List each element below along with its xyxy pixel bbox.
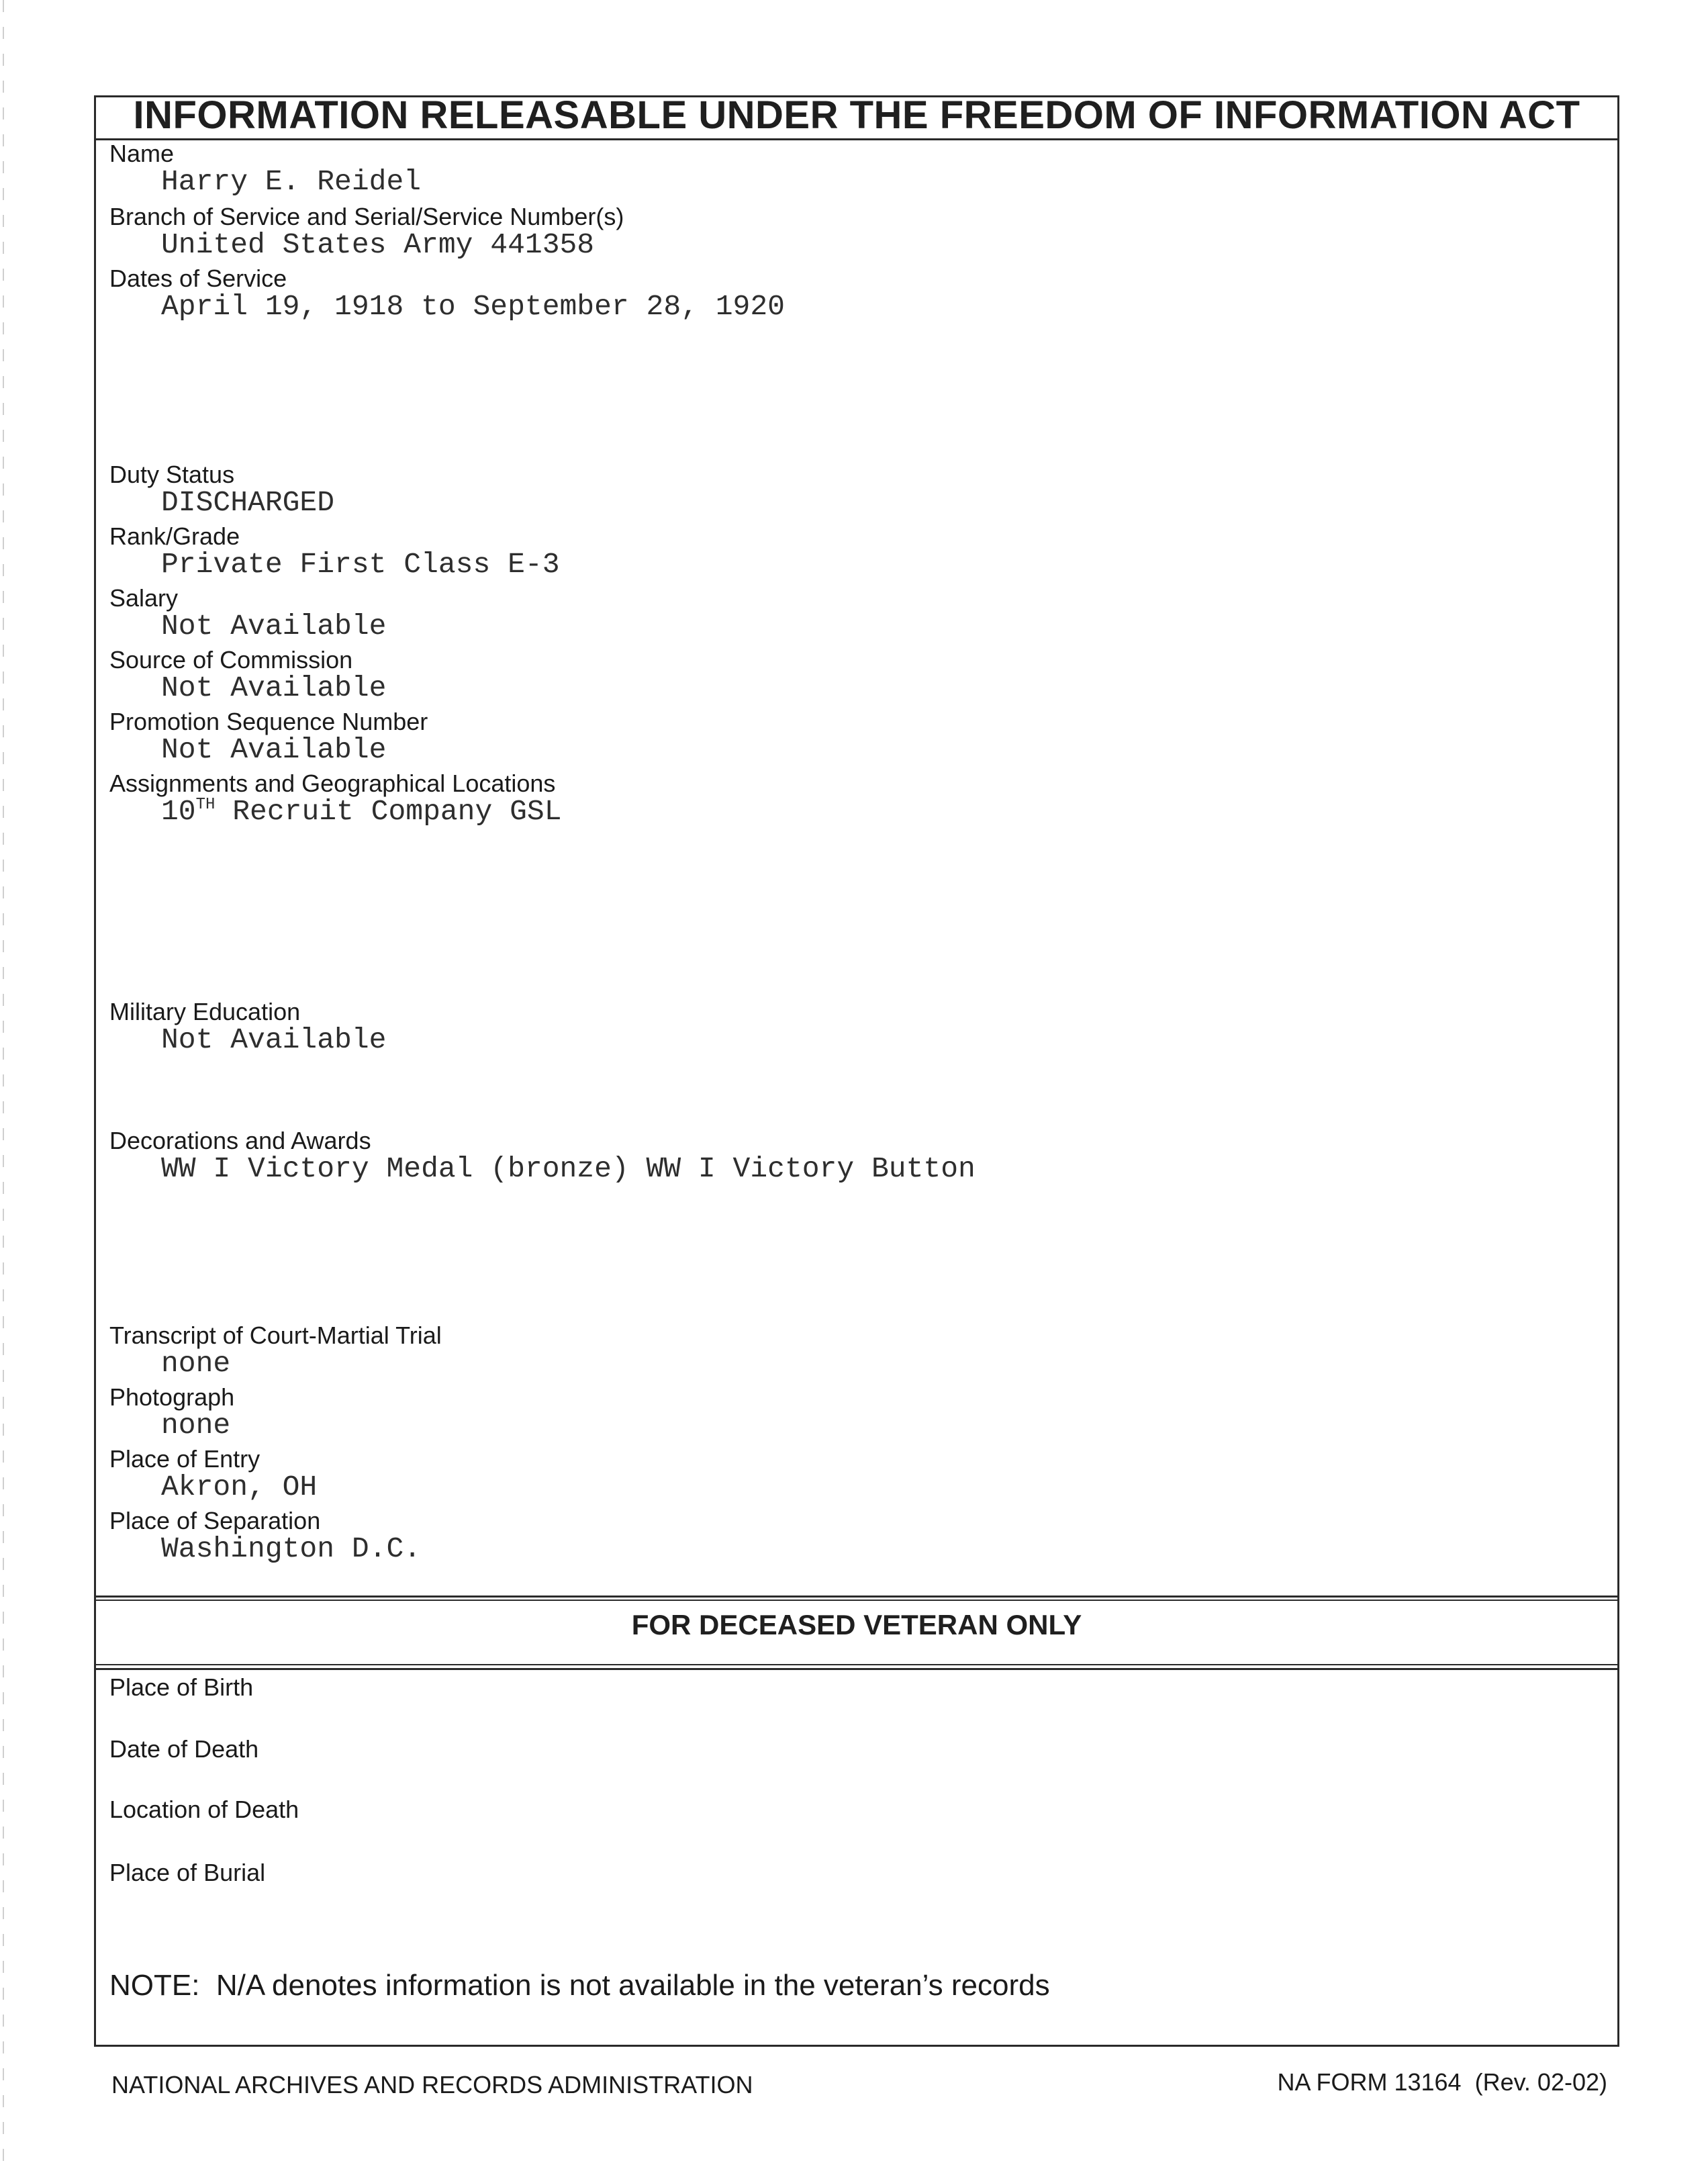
decorations-value: WW I Victory Medal (bronze) WW I Victory Button: [161, 1152, 976, 1185]
place-of-burial-label: Place of Burial: [109, 1859, 266, 1886]
date-of-death-label: Date of Death: [109, 1735, 259, 1763]
rank-label: Rank/Grade: [109, 522, 240, 550]
name-label: Name: [109, 140, 175, 167]
duty-status-label: Duty Status: [109, 461, 235, 488]
salary-label: Salary: [109, 584, 179, 612]
assignments-ordinal: TH: [195, 796, 216, 814]
decorations-label: Decorations and Awards: [109, 1127, 371, 1154]
place-of-birth-label: Place of Birth: [109, 1673, 254, 1701]
branch-label: Branch of Service and Serial/Service Number(s): [109, 203, 624, 230]
note-text: NOTE: N/A denotes information is not available in the veteran’s records: [109, 1969, 1050, 2002]
court-martial-label: Transcript of Court-Martial Trial: [109, 1322, 442, 1349]
salary-value: Not Available: [161, 610, 387, 643]
deceased-section-title: FOR DECEASED VETERAN ONLY: [631, 1609, 1082, 1640]
assignments-label: Assignments and Geographical Locations: [109, 770, 556, 797]
form-title: INFORMATION RELEASABLE UNDER THE FREEDOM OF INFORMATION ACT: [133, 93, 1580, 137]
place-of-entry-value: Akron, OH: [161, 1471, 318, 1504]
duty-status-value: DISCHARGED: [161, 486, 335, 519]
court-martial-value: none: [161, 1347, 231, 1380]
place-of-separation-value: Washington D.C.: [161, 1532, 422, 1565]
footer-agency: NATIONAL ARCHIVES AND RECORDS ADMINISTRATION: [111, 2071, 753, 2098]
dates-value: April 19, 1918 to September 28, 1920: [161, 290, 785, 323]
form-border: [94, 95, 1619, 2047]
education-value: Not Available: [161, 1023, 387, 1056]
photograph-label: Photograph: [109, 1383, 235, 1411]
assignments-rest: Recruit Company GSL: [215, 795, 562, 828]
section-rule-bottom: [96, 1664, 1617, 1665]
title-rule: [96, 138, 1617, 140]
section-rule-bottom-inner: [96, 1668, 1617, 1670]
assignments-value: [161, 795, 562, 828]
place-of-separation-label: Place of Separation: [109, 1507, 321, 1534]
commission-value: Not Available: [161, 672, 387, 704]
assignments-number: 10: [161, 795, 196, 828]
promotion-value: Not Available: [161, 733, 387, 766]
rank-value: Private First Class E-3: [161, 548, 560, 581]
dates-label: Dates of Service: [109, 265, 287, 292]
education-label: Military Education: [109, 998, 301, 1025]
name-value: Harry E. Reidel: [161, 165, 422, 198]
section-rule-top-inner: [96, 1600, 1617, 1601]
branch-value: United States Army 441358: [161, 228, 595, 261]
commission-label: Source of Commission: [109, 646, 353, 674]
scan-edge-mark: [3, 0, 4, 2173]
location-of-death-label: Location of Death: [109, 1796, 299, 1823]
place-of-entry-label: Place of Entry: [109, 1445, 260, 1473]
section-rule-top: [96, 1596, 1617, 1598]
footer-form-number: NA FORM 13164 (Rev. 02-02): [1277, 2068, 1607, 2096]
promotion-label: Promotion Sequence Number: [109, 708, 428, 735]
photograph-value: none: [161, 1409, 231, 1442]
